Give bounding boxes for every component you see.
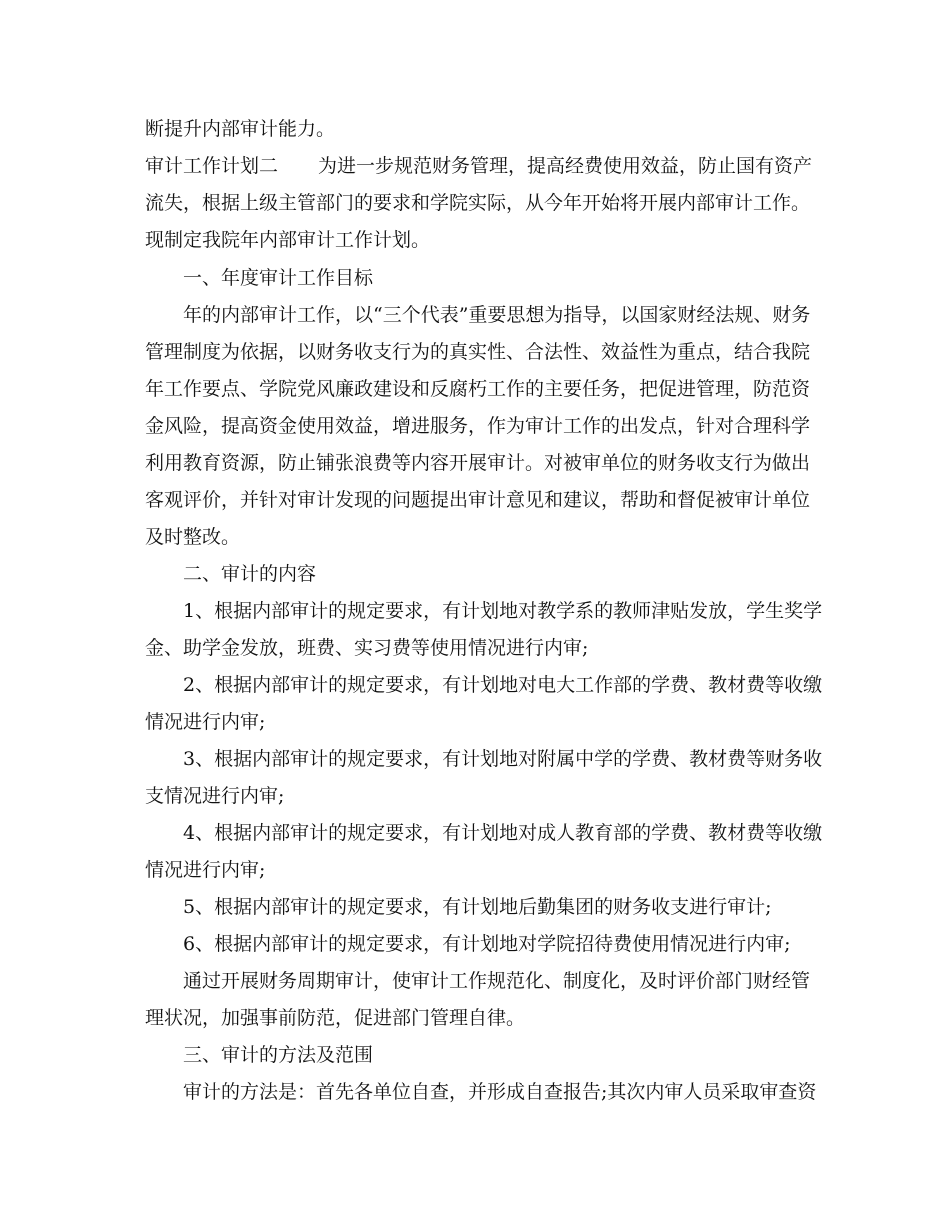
body-line: 客观评价，并针对审计发现的问题提出审计意见和建议，帮助和督促被审计单位: [145, 489, 811, 511]
body-line: 及时整改。: [145, 526, 241, 548]
list-item-line: 支情况进行内审;: [145, 785, 285, 807]
section-heading: 一、年度审计工作目标: [183, 267, 374, 289]
list-item-line: 1、根据内部审计的规定要求，有计划地对教学系的教师津贴发放，学生奖学: [183, 600, 823, 622]
body-line: 管理制度为依据，以财务收支行为的真实性、合法性、效益性为重点，结合我院: [145, 341, 811, 363]
body-line: 断提升内部审计能力。: [145, 118, 336, 140]
list-item-line: 5、根据内部审计的规定要求，有计划地后勤集团的财务收支进行审计;: [183, 896, 772, 918]
body-line: 年的内部审计工作，以“三个代表”重要思想为指导，以国家财经法规、财务: [183, 304, 811, 326]
plan-title: 审计工作计划二: [145, 155, 279, 177]
body-line: 金风险，提高资金使用效益，增进服务，作为审计工作的出发点，针对合理科学: [145, 415, 811, 437]
body-text: 为进一步规范财务管理，提高经费使用效益，防止国有资产: [318, 155, 813, 177]
list-item-line: 6、根据内部审计的规定要求，有计划地对学院招待费使用情况进行内审;: [183, 933, 791, 955]
body-line: 通过开展财务周期审计，使审计工作规范化、制度化，及时评价部门财经管: [183, 970, 811, 992]
list-item-line: 4、根据内部审计的规定要求，有计划地对成人教育部的学费、教材费等收缴: [183, 822, 823, 844]
list-item-line: 金、助学金发放，班费、实习费等使用情况进行内审;: [145, 637, 589, 659]
body-line: 审计的方法是：首先各单位自查，并形成自查报告;其次内审人员采取审查资: [183, 1081, 817, 1103]
body-line: 现制定我院年内部审计工作计划。: [145, 229, 431, 251]
list-item-line: 3、根据内部审计的规定要求，有计划地对附属中学的学费、教材费等财务收: [183, 748, 823, 770]
list-item-line: 2、根据内部审计的规定要求，有计划地对电大工作部的学费、教材费等收缴: [183, 674, 823, 696]
section-heading: 三、审计的方法及范围: [183, 1044, 374, 1066]
section-heading: 二、审计的内容: [183, 563, 317, 585]
body-line: 年工作要点、学院党风廉政建设和反腐朽工作的主要任务，把促进管理，防范资: [145, 378, 811, 400]
plan-heading-line: [145, 153, 812, 179]
body-line: 理状况，加强事前防范，促进部门管理自律。: [145, 1007, 526, 1029]
list-item-line: 情况进行内审;: [145, 859, 266, 881]
body-line: 利用教育资源，防止铺张浪费等内容开展审计。对被审单位的财务收支行为做出: [145, 452, 811, 474]
list-item-line: 情况进行内审;: [145, 711, 266, 733]
body-line: 流失，根据上级主管部门的要求和学院实际，从今年开始将开展内部审计工作。: [145, 192, 811, 214]
